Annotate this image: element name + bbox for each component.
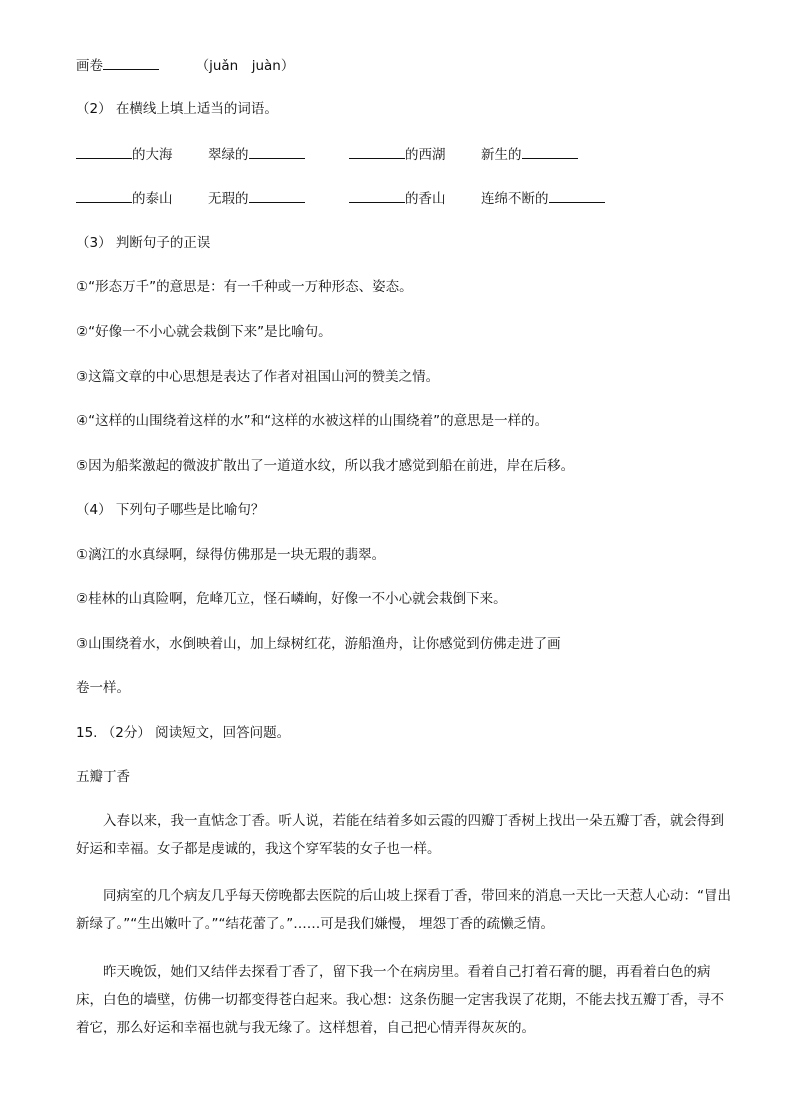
answer-blank[interactable] (249, 145, 305, 159)
q2-label: 的大海 (132, 147, 173, 163)
q2-label: 的泰山 (132, 191, 173, 207)
q4-heading: （4） 下列句子哪些是比喻句？ (76, 502, 265, 518)
passage-title: 五瓣丁香 (76, 769, 130, 785)
answer-blank[interactable] (103, 56, 159, 70)
answer-blank[interactable] (249, 189, 305, 203)
q1-word: 画卷 (76, 58, 103, 74)
answer-blank[interactable] (76, 145, 132, 159)
q1-last-item (76, 56, 294, 75)
q2-fill-8 (481, 189, 605, 208)
passage-paragraph: 入春以来，我一直惦念丁香。听人说，若能在结着多如云霞的四瓣丁香树上找出一朵五瓣丁香，就会得到好运和幸福。女子都是虔诚的，我这个穿军装的女子也一样。 (76, 813, 724, 857)
q2-label: 新生的 (481, 147, 522, 163)
q2-label: 无瑕的 (208, 191, 249, 207)
passage-paragraph: 同病室的几个病友几乎每天傍晚都去医院的后山坡上探看丁香，带回来的消息一天比一天惹人心动：“冒出新绿了。”“生出嫩叶了。”“结花蕾了。”……可是我们嫌慢， 埋怨丁香的疏懒乏情。 (76, 888, 731, 932)
q3-item: ②“好像一不小心就会栽倒下来”是比喻句。 (76, 324, 332, 340)
q3-item: ①“形态万千”的意思是：有一千种或一万种形态、姿态。 (76, 279, 413, 295)
passage-paragraph: 昨天晚饭，她们又结伴去探看丁香了，留下我一个在病房里。看着自己打着石膏的腿，再看着白色的病床，白色的墙壁，仿佛一切都变得苍白起来。我心想：这条伤腿一定害我误了花期，不能去找五瓣丁香，寻不着它，那么好运和幸福也就与我无缘了。这样想着，自己把心情弄得灰灰的。 (76, 964, 724, 1036)
q3-item: ③这篇文章的中心思想是表达了作者对祖国山河的赞美之情。 (76, 369, 440, 385)
answer-blank[interactable] (522, 145, 578, 159)
q2-fill-1 (76, 145, 173, 164)
answer-blank[interactable] (76, 189, 132, 203)
q2-fill-3 (349, 145, 446, 164)
answer-blank[interactable] (349, 189, 405, 203)
q4-item: 卷一样。 (76, 680, 130, 696)
q2-label: 连绵不断的 (481, 191, 549, 207)
q4-item: ②桂林的山真险啊，危峰兀立，怪石嶙峋，好像一不小心就会栽倒下来。 (76, 591, 507, 607)
q2-heading: （2） 在横线上填上适当的词语。 (76, 101, 278, 117)
q2-fill-2 (208, 145, 305, 164)
answer-blank[interactable] (549, 189, 605, 203)
q3-heading: （3） 判断句子的正误 (76, 235, 211, 251)
q2-fill-6 (208, 189, 305, 208)
q15-heading: 15. （2分） 阅读短文，回答问题。 (76, 725, 291, 741)
q2-fill-7 (349, 189, 446, 208)
q2-fill-5 (76, 189, 173, 208)
q2-label: 的西湖 (405, 147, 446, 163)
q2-label: 的香山 (405, 191, 446, 207)
q2-fill-4 (481, 145, 578, 164)
pinyin-options: （juǎn juàn） (195, 58, 295, 74)
q4-item: ③山围绕着水，水倒映着山，加上绿树红花，游船渔舟，让你感觉到仿佛走进了画 (76, 636, 561, 652)
answer-blank[interactable] (349, 145, 405, 159)
q3-item: ④“这样的山围绕着这样的水”和“这样的水被这样的山围绕着”的意思是一样的。 (76, 413, 549, 429)
q4-item: ①漓江的水真绿啊，绿得仿佛那是一块无瑕的翡翠。 (76, 547, 386, 563)
q2-label: 翠绿的 (208, 147, 249, 163)
q3-item: ⑤因为船桨激起的微波扩散出了一道道水纹，所以我才感觉到船在前进，岸在后移。 (76, 458, 575, 474)
